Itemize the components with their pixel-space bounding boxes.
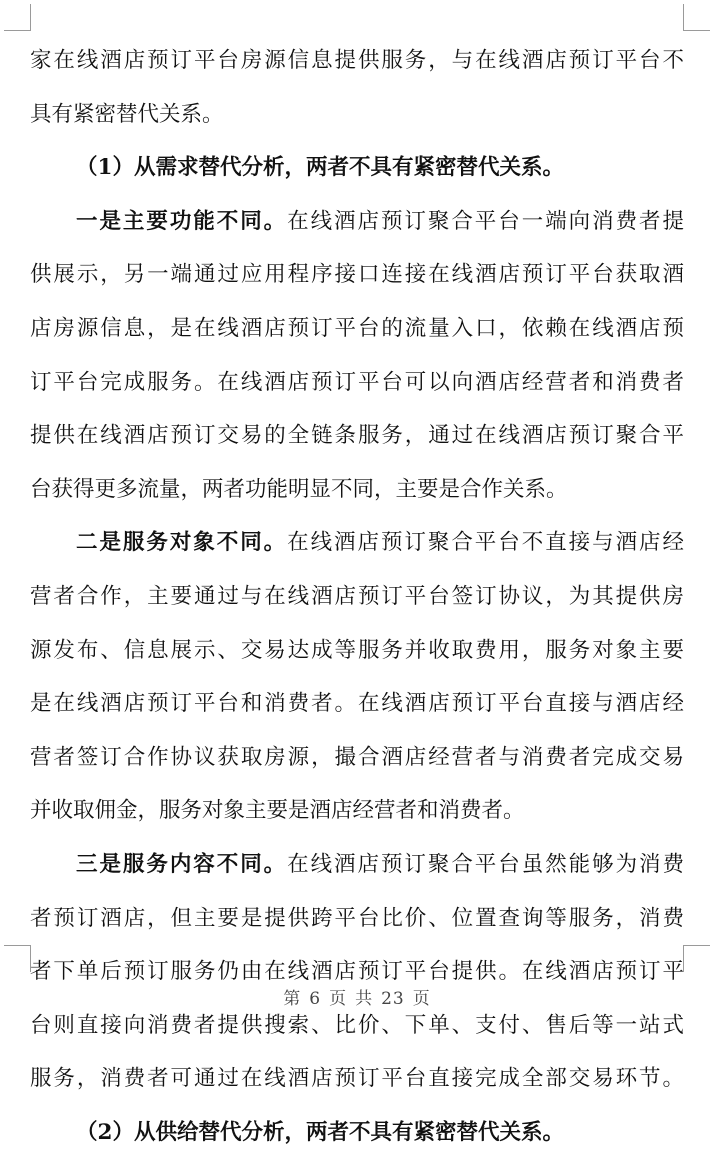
text-line: 源发布、信息展示、交易达成等服务并收取费用，服务对象主要: [30, 637, 684, 663]
text-span: 在线酒店预订聚合平台虽然能够为消费: [287, 851, 684, 877]
crop-mark-top-left: [4, 4, 31, 31]
footer-ye2: 页: [412, 989, 431, 1009]
paragraph-first-line: [30, 838, 684, 892]
crop-mark-bottom-right: [683, 945, 710, 972]
text-line: 订平台完成服务。在线酒店预订平台可以向酒店经营者和消费者: [30, 369, 684, 395]
text-line: 是在线酒店预订平台和消费者。在线酒店预订平台直接与酒店经: [30, 691, 684, 717]
text-line: 者下单后预订服务仍由在线酒店预订平台提供。在线酒店预订平: [30, 959, 684, 985]
page-number: 6: [309, 989, 322, 1009]
text-line: 营者合作，主要通过与在线酒店预订平台签订协议，为其提供房: [30, 583, 684, 609]
total-pages: 23: [381, 989, 405, 1009]
text-line: 台获得更多流量，两者功能明显不同，主要是合作关系。: [30, 476, 568, 502]
footer-di: 第: [283, 989, 302, 1009]
text-line: 营者签订合作协议获取房源，撮合酒店经营者与消费者完成交易: [30, 744, 684, 770]
paragraph-first-line: [30, 195, 684, 249]
text-line: 者预订酒店，但主要是提供跨平台比价、位置查询等服务，消费: [30, 905, 684, 931]
text-line: 具有紧密替代关系。: [30, 101, 224, 127]
text-span: 在线酒店预订聚合平台一端向消费者提: [287, 208, 684, 234]
text-line: 并收取佣金，服务对象主要是酒店经营者和消费者。: [30, 798, 525, 824]
page-footer: [0, 984, 714, 1009]
text-line: 供展示，另一端通过应用程序接口连接在线酒店预订平台获取酒: [30, 262, 684, 288]
footer-gong: 共: [355, 989, 374, 1009]
text-line: 提供在线酒店预订交易的全链条服务，通过在线酒店预订聚合平: [30, 423, 684, 449]
footer-ye: 页: [329, 989, 348, 1009]
crop-mark-top-right: [683, 4, 710, 31]
section-heading: （1）从需求替代分析，两者不具有紧密替代关系。: [76, 155, 564, 181]
paragraph-lead: 三是服务内容不同。: [76, 851, 288, 877]
paragraph-lead: 一是主要功能不同。: [76, 208, 288, 234]
section-heading: （2）从供给替代分析，两者不具有紧密替代关系。: [76, 1119, 564, 1145]
paragraph-first-line: [30, 516, 684, 570]
text-line: 家在线酒店预订平台房源信息提供服务，与在线酒店预订平台不: [30, 48, 684, 73]
text-span: 在线酒店预订聚合平台不直接与酒店经: [287, 530, 684, 556]
paragraph-lead: 二是服务对象不同。: [76, 530, 288, 556]
text-line: 台则直接向消费者提供搜索、比价、下单、支付、售后等一站式: [30, 1012, 684, 1038]
text-line: 店房源信息，是在线酒店预订平台的流量入口，依赖在线酒店预: [30, 315, 684, 341]
text-line: 服务，消费者可通过在线酒店预订平台直接完成全部交易环节。: [30, 1066, 684, 1092]
crop-mark-bottom-left: [4, 945, 31, 972]
